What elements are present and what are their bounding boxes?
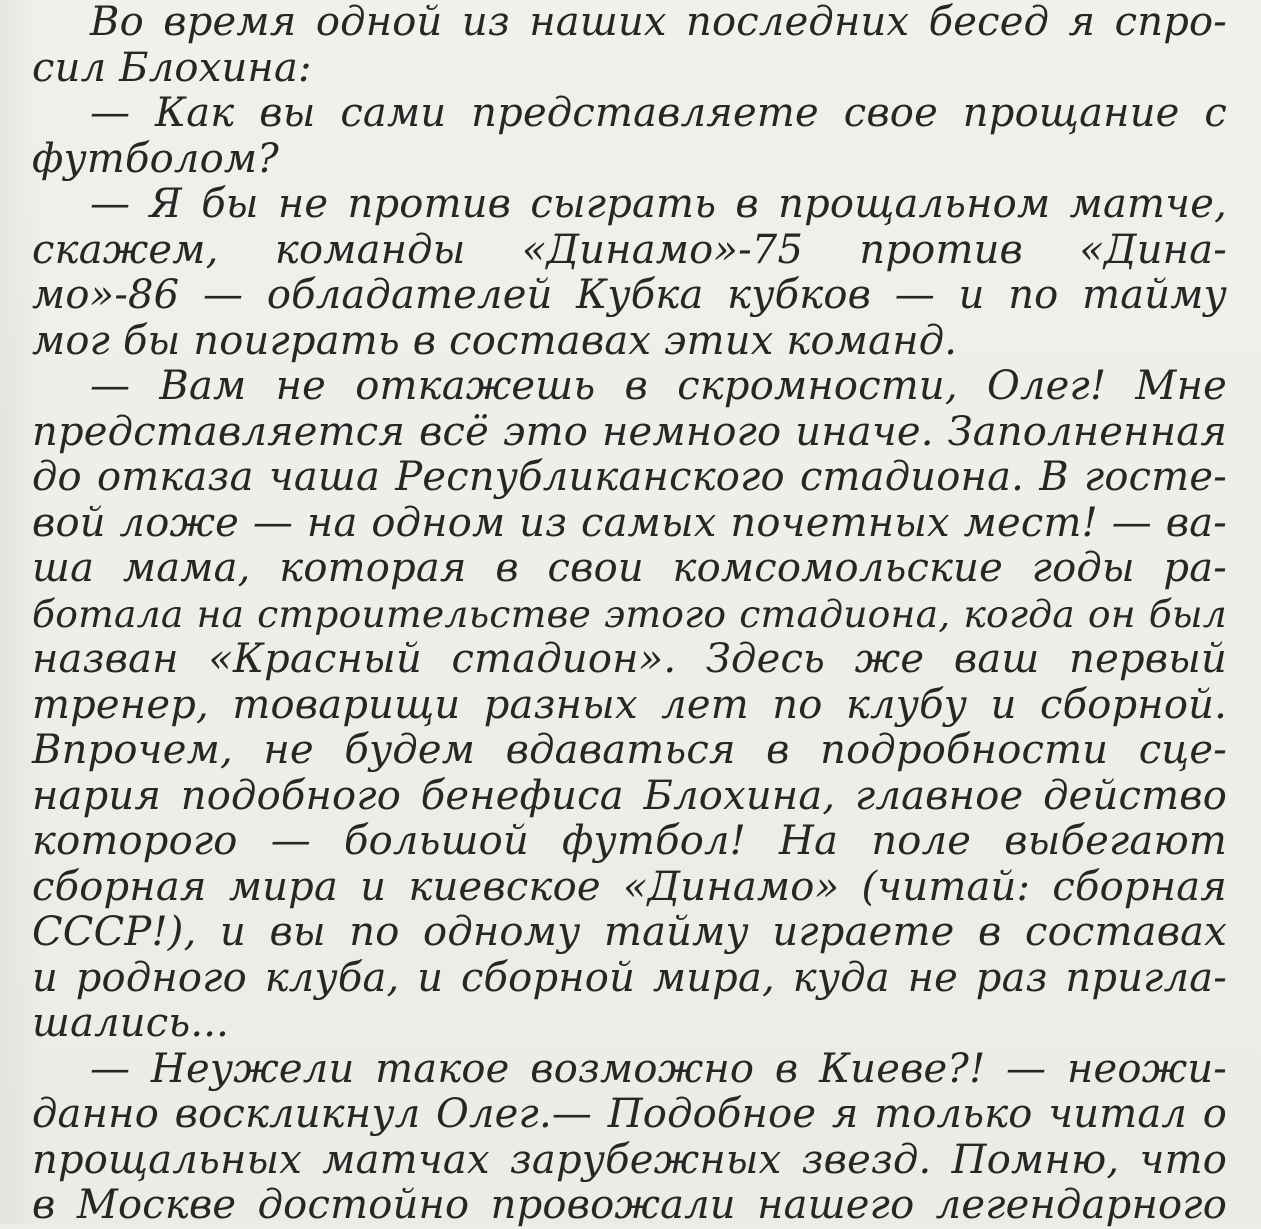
text-line: ботала на строительстве этого стадиона, когда он был <box>32 591 1227 636</box>
text-line: сил Блохина: <box>32 44 312 91</box>
text-line: и родного клуба, и сборной мира, куда не раз пригла- <box>32 954 1227 1001</box>
text-line: — Как вы сами представляете свое прощание с <box>90 90 1227 136</box>
text-line: Впрочем, не будем вдаваться в подробности сце- <box>32 727 1227 773</box>
page-text <box>32 0 1227 1229</box>
text-line: СССР!), и вы по одному тайму играете в составах <box>32 909 1227 955</box>
text-line: до отказа чаша Республиканского стадиона. В госте- <box>32 454 1227 500</box>
text-line: — Я бы не против сыграть в прощальном матче, <box>90 181 1227 227</box>
text-line: сборная мира и киевское «Динамо» (читай: сборная <box>32 863 1227 910</box>
text-line: которого — большой футбол! На поле выбегают <box>32 818 1227 864</box>
text-line: назван «Красный стадион». Здесь же ваш первый <box>32 636 1227 682</box>
text-line: нария подобного бенефиса Блохина, главное действо <box>32 772 1227 819</box>
text-line: прощальных матчах зарубежных звезд. Помню, что <box>32 1136 1227 1183</box>
text-line: тренер, товарищи разных лет по клубу и сборной. <box>32 681 1227 728</box>
text-line: мог бы поиграть в составах этих команд. <box>32 317 958 364</box>
text-line: в Москве достойно провожали нашего легендарного <box>32 1182 1227 1228</box>
text-line: футболом? <box>32 135 279 182</box>
text-line: ша мама, которая в свои комсомольские годы ра- <box>32 545 1227 591</box>
text-line: скажем, команды «Динамо»-75 против «Дина- <box>32 226 1227 273</box>
text-line: — Неужели такое возможно в Киеве?! — неожи- <box>90 1045 1227 1092</box>
text-line: шались... <box>32 1000 230 1046</box>
text-line: Во время одной из наших последних бесед я спро- <box>90 0 1227 45</box>
text-line: данно воскликнул Олег.— Подобное я только читал о <box>32 1091 1227 1137</box>
text-line: вой ложе — на одном из самых почетных мест! — ва- <box>32 499 1227 546</box>
text-line: представляется всё это немного иначе. Заполненная <box>32 408 1227 455</box>
text-line: — Вам не откажешь в скромности, Олег! Мне <box>90 363 1227 409</box>
text-line: мо»-86 — обладателей Кубка кубков — и по тайму <box>32 272 1227 318</box>
